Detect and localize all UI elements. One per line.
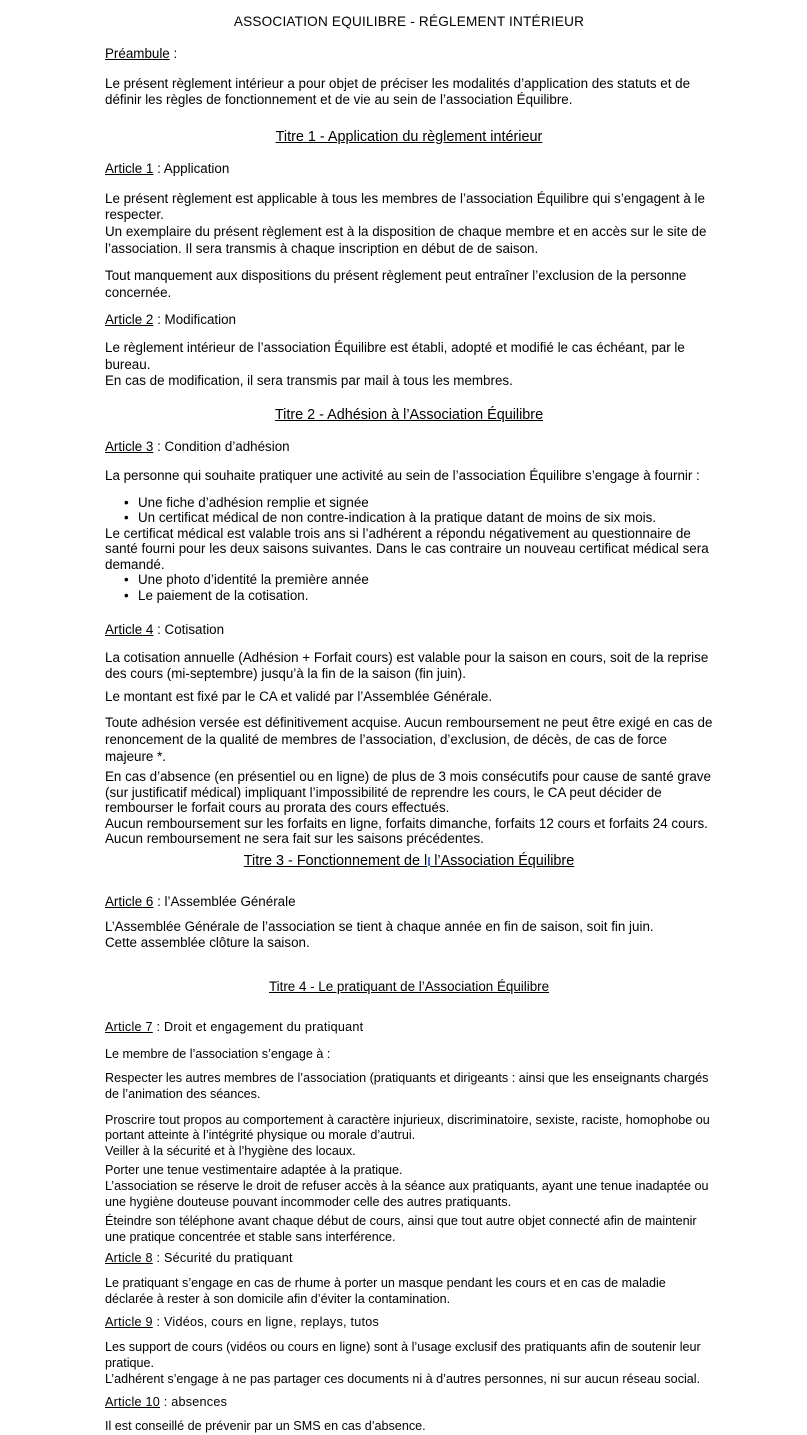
list-item: • Une photo d’identité la première année: [105, 572, 713, 588]
titre3-heading-text-2: l’Association Équilibre: [430, 852, 575, 869]
preambule-colon: :: [169, 46, 178, 61]
article4-heading: [105, 622, 713, 639]
paragraph-line: Porter une tenue vestimentaire adaptée à la pratique.: [105, 1163, 403, 1178]
paragraph-line: Le règlement intérieur de l’association Équilibre est établi, adopté et modifié le cas échéant, par le bureau.: [105, 340, 685, 372]
article7-intro: Le membre de l’association s’engage à :: [105, 1047, 331, 1062]
article10-title: : absences: [160, 1394, 228, 1409]
article7-title: : Droit et engagement du pratiquant: [152, 1020, 364, 1035]
article3-intro: La personne qui souhaite pratiquer une activité au sein de l’association Équilibre s’engage à fournir :: [105, 467, 700, 483]
article8-paragraph: Le pratiquant s’engage en cas de rhume à porter un masque pendant les cours et en cas de maladie déclarée à rester à son domicile afin d’éviter la contamination.: [105, 1275, 666, 1306]
titre4-section: [105, 978, 713, 1435]
certificat-note: Le certificat médical est valable trois ans si l’adhérent a répondu négativement au questionnaire de santé fourni pour les deux saisons suivantes. Dans le cas contraire un nouveau certificat médical sera demandé.: [105, 525, 709, 572]
paragraph-line: Le présent règlement est applicable à tous les membres de l’association Équilibre qui s’engagent à le respecter.: [105, 190, 705, 223]
paragraph-line: Proscrire tout propos au comportement à caractère injurieux, discriminatoire, sexiste, raciste, homophobe ou portant atteinte à l’intégrité physique ou morale d’autrui.: [105, 1112, 710, 1143]
article6-heading: [105, 894, 713, 911]
titre2-heading-text: Titre 2 - Adhésion à l’Association Équilibre: [274, 406, 544, 423]
paragraph-line: Les support de cours (vidéos ou cours en ligne) sont à l’usage exclusif des pratiquants afin de soutenir leur pratique.: [105, 1340, 701, 1370]
article2-title: : Modification: [153, 312, 236, 328]
article7-paragraph-3: [105, 1163, 713, 1210]
list-item: • Un certificat médical de non contre-indication à la pratique datant de moins de six mois.: [105, 510, 713, 526]
paragraph-line: L’Assemblée Générale de l’association se tient à chaque année en fin de saison, soit fin juin.: [105, 918, 654, 934]
article9-label: Article 9: [105, 1315, 153, 1330]
paragraph-line: Veiller à la sécurité et à l’hygiène des locaux.: [105, 1144, 356, 1159]
paragraph-line: Aucun remboursement sur les forfaits en ligne, forfaits dimanche, forfaits 12 cours et forfaits 24 cours.: [105, 815, 708, 831]
paragraph-line: L’adhérent s’engage à ne pas partager ces documents ni à d’autres personnes, ni sur aucun réseau social.: [105, 1371, 701, 1386]
article2-heading: [105, 312, 713, 329]
titre3-heading-text-1: Titre 3 - Fonctionnement de l: [243, 852, 428, 869]
list-item: • Le paiement de la cotisation.: [105, 588, 713, 604]
article4-paragraph-2: Le montant est fixé par le CA et validé par l’Assemblée Générale.: [105, 688, 493, 704]
preambule-heading: [105, 46, 713, 63]
article4-paragraph-1: La cotisation annuelle (Adhésion + Forfait cours) est valable pour la saison en cours, soit de la reprise des cours (mi-septembre) jusqu’à la fin de la saison (fin juin).: [105, 649, 709, 682]
article10-heading: [105, 1395, 713, 1411]
titre4-heading: [105, 978, 713, 996]
preambule-label: Préambule: [105, 46, 170, 61]
titre1-heading-text: Titre 1 - Application du règlement intérieur: [275, 128, 543, 145]
titre3-section: [105, 853, 713, 952]
paragraph-line: Cette assemblée clôture la saison.: [105, 935, 310, 951]
article9-title: : Vidéos, cours en ligne, replays, tutos: [152, 1315, 380, 1330]
article7-paragraph-4: Éteindre son téléphone avant chaque début de cours, ainsi que tout autre objet connecté afin de maintenir une pratique concentrée et stable sans interférence.: [105, 1214, 697, 1245]
article1-paragraph-2: Tout manquement aux dispositions du présent règlement peut entraîner l’exclusion de la personne concernée.: [105, 268, 687, 300]
titre1-heading: [105, 129, 713, 147]
article7-paragraph-2: [105, 1113, 713, 1160]
article4-label: Article 4: [105, 622, 154, 637]
paragraph-line: En cas d’absence (en présentiel ou en ligne) de plus de 3 mois consécutifs pour cause de santé grave (sur justificatif médical) impliquant l’impossibilité de reprendre les cours, le CA peut décider de rembourser le forfait cours au prorata des cours effectués.: [105, 769, 711, 816]
article4-title: : Cotisation: [153, 622, 225, 637]
paragraph-line: L’association se réserve le droit de refuser accès à la séance aux pratiquants, ayant une tenue inadaptée ou une hygiène douteuse pouvant incommoder celle des autres pratiquants.: [105, 1178, 709, 1209]
article6-paragraph: [105, 919, 713, 952]
article1-heading: [105, 161, 713, 178]
article7-label: Article 7: [105, 1020, 153, 1035]
article7-paragraph-1: Respecter les autres membres de l’association (pratiquants et dirigeants : ainsi que les enseignants chargés de l’animation des séances.: [105, 1071, 709, 1101]
article1-title: : Application: [153, 161, 230, 177]
article1-paragraph: [105, 191, 713, 257]
article4-paragraph-3: Toute adhésion versée est définitivement acquise. Aucun remboursement ne peut être exigé en cas de renoncement de la qualité de membres de l’association, d’exclusion, de décès, de cas de force majeure *.: [105, 715, 713, 764]
adhesion-requirements-list: [105, 495, 713, 604]
article10-paragraph: Il est conseillé de prévenir par un SMS en cas d’absence.: [105, 1419, 426, 1434]
article3-title: : Condition d’adhésion: [153, 439, 290, 455]
article3-heading: [105, 439, 713, 456]
article9-heading: [105, 1315, 713, 1331]
paragraph-line: En cas de modification, il sera transmis par mail à tous les membres.: [105, 373, 513, 389]
article9-paragraph: [105, 1340, 713, 1387]
titre4-heading-text: Titre 4 - Le pratiquant de l’Association Équilibre: [268, 978, 550, 994]
article1-label: Article 1: [105, 161, 154, 177]
titre2-heading: [105, 407, 713, 425]
article7-heading: [105, 1020, 713, 1036]
document-title: ASSOCIATION EQUILIBRE - RÉGLEMENT INTÉRIEUR: [233, 14, 585, 29]
article2-paragraph: [105, 340, 713, 390]
titre1-section: [105, 129, 713, 390]
list-item: • Une fiche d’adhésion remplie et signée: [105, 495, 713, 511]
article6-title: : l’Assemblée Générale: [153, 894, 296, 910]
paragraph-line: Aucun remboursement ne sera fait sur les saisons précédentes.: [105, 831, 484, 847]
article10-label: Article 10: [105, 1394, 160, 1409]
paragraph-line: Un exemplaire du présent règlement est à la disposition de chaque membre et en accès sur le site de l’association. Il sera transmis à chaque inscription en début de de saison.: [105, 224, 707, 256]
article2-label: Article 2: [105, 312, 154, 328]
preambule-paragraph: Le présent règlement intérieur a pour objet de préciser les modalités d’application des statuts et de définir les règles de fonctionnement et de vie au sein de l’association Équilibre.: [105, 75, 691, 108]
article8-label: Article 8: [105, 1251, 153, 1265]
article8-heading: [105, 1251, 713, 1267]
article4-paragraph-4: [105, 769, 713, 847]
article6-label: Article 6: [105, 894, 154, 910]
titre3-heading: [105, 853, 713, 871]
article8-title: : Sécurité du pratiquant: [152, 1251, 293, 1265]
titre2-section: [105, 407, 713, 847]
article3-label: Article 3: [105, 439, 154, 455]
